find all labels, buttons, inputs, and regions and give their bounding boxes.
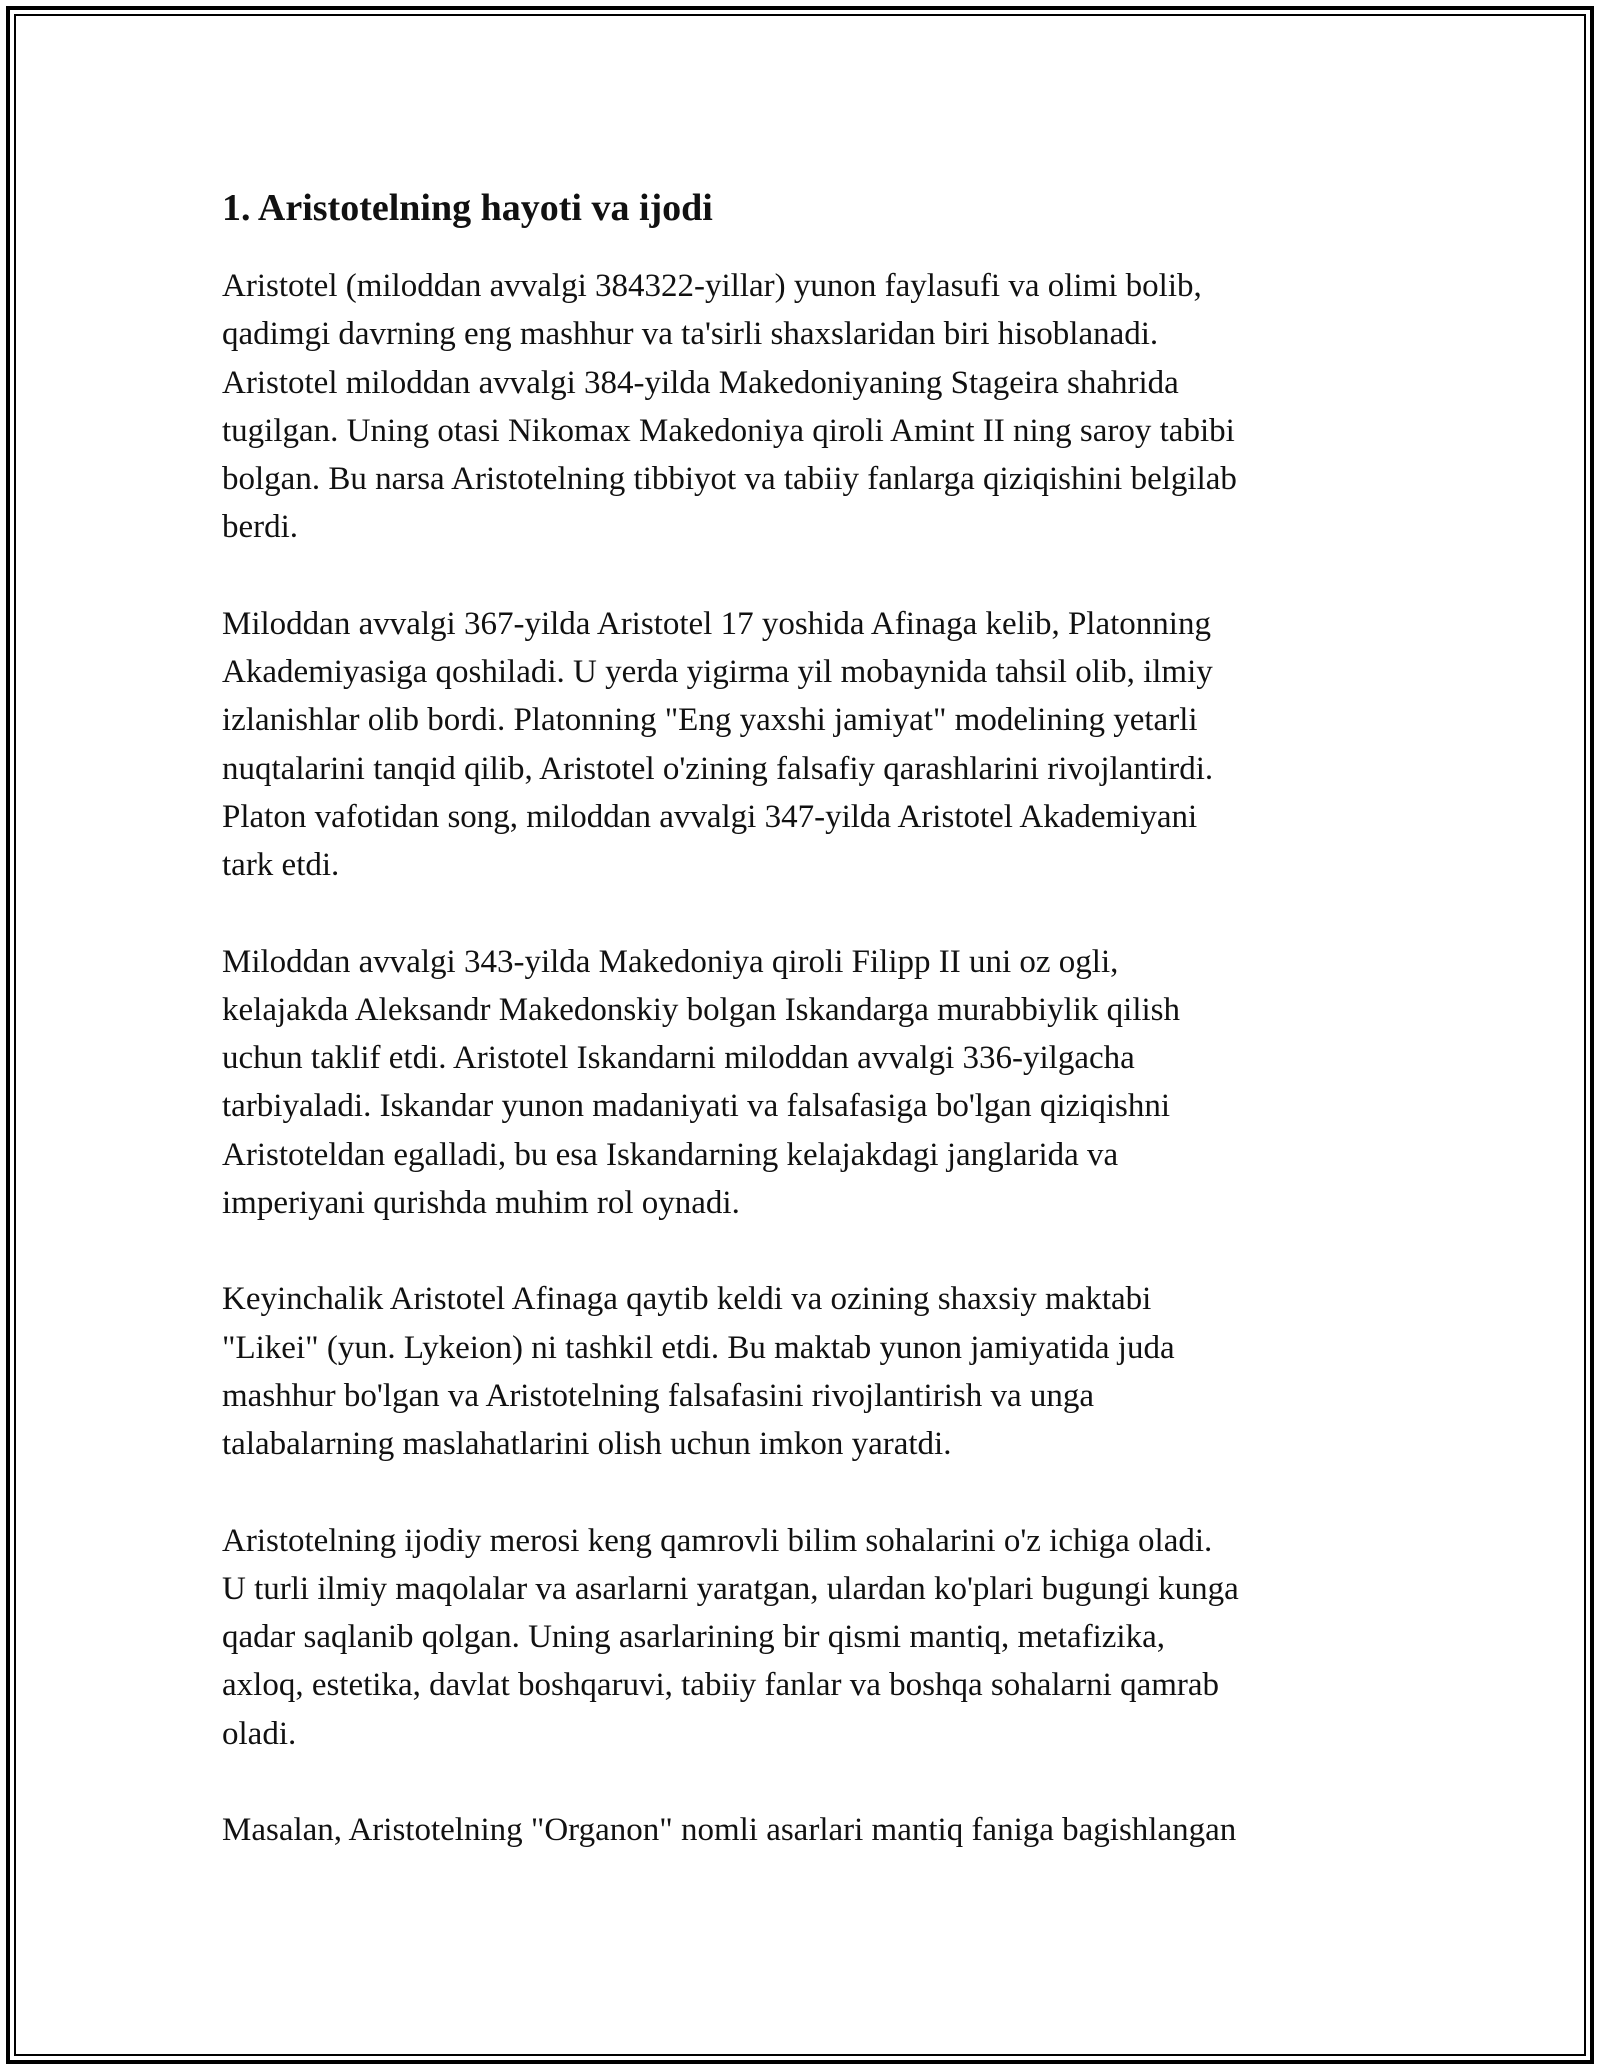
paragraph-6 (222, 1806, 1372, 1854)
text-line: talabalarning maslahatlarini olish uchun imkon yaratdi. (222, 1426, 952, 1463)
text-line: uchun taklif etdi. Aristotel Iskandarni miloddan avvalgi 336-yilgacha (222, 1040, 1135, 1077)
text-line: Akademiyasiga qoshiladi. U yerda yigirma yil mobaynida tahsil olib, ilmiy (222, 654, 1213, 691)
paragraph-3 (222, 938, 1372, 1228)
text-line: mashhur bo'lgan va Aristotelning falsafasini rivojlantirish va unga (222, 1377, 1095, 1414)
text-line: tarbiyaladi. Iskandar yunon madaniyati va falsafasiga bo'lgan qiziqishni (222, 1088, 1170, 1125)
document-body (222, 182, 1372, 1902)
text-line: Aristotel miloddan avvalgi 384-yilda Makedoniyaning Stageira shahrida (222, 364, 1179, 401)
text-line: Masalan, Aristotelning "Organon" nomli asarlari mantiq faniga bagishlangan (222, 1812, 1237, 1849)
text-line: oladi. (222, 1715, 297, 1752)
text-line: Aristotelning ijodiy merosi keng qamrovli bilim sohalarini o'z ichiga oladi. (222, 1522, 1213, 1559)
text-line: imperiyani qurishda muhim rol oynadi. (222, 1185, 740, 1222)
text-line: bolgan. Bu narsa Aristotelning tibbiyot va tabiiy fanlarga qiziqishini belgilab (222, 461, 1237, 498)
text-line: axloq, estetika, davlat boshqaruvi, tabiiy fanlar va boshqa sohalarni qamrab (222, 1667, 1220, 1704)
text-line: nuqtalarini tanqid qilib, Aristotel o'zining falsafiy qarashlarini rivojlantirdi. (222, 750, 1214, 787)
text-line: tark etdi. (222, 847, 340, 884)
text-line: qadar saqlanib qolgan. Uning asarlarining bir qismi mantiq, metafizika, (222, 1619, 1165, 1656)
text-line: Miloddan avvalgi 343-yilda Makedoniya qiroli Filipp II uni oz ogli, (222, 943, 1119, 980)
text-line: U turli ilmiy maqolalar va asarlarni yaratgan, ulardan ko'plari bugungi kunga (222, 1570, 1239, 1607)
text-line: "Likei" (yun. Lykeion) ni tashkil etdi. Bu maktab yunon jamiyatida juda (222, 1329, 1175, 1366)
text-line: berdi. (222, 509, 299, 546)
paragraph-2 (222, 600, 1372, 890)
text-line: tugilgan. Uning otasi Nikomax Makedoniya qiroli Amint II ning saroy tabibi (222, 412, 1235, 449)
section-title: 1. Aristotelning hayoti va ijodi (222, 187, 713, 229)
text-line: qadimgi davrning eng mashhur va ta'sirli shaxslaridan biri hisoblanadi. (222, 316, 1159, 353)
text-line: Miloddan avvalgi 367-yilda Aristotel 17 yoshida Afinaga kelib, Platonning (222, 605, 1211, 642)
text-line: izlanishlar olib bordi. Platonning "Eng yaxshi jamiyat" modelining yetarli (222, 702, 1198, 739)
paragraph-5 (222, 1517, 1372, 1758)
text-line: Aristotel (miloddan avvalgi 384322-yillar) yunon faylasufi va olimi bolib, (222, 268, 1202, 304)
paragraph-1 (222, 262, 1372, 552)
text-line: kelajakda Aleksandr Makedonskiy bolgan Iskandarga murabbiylik qilish (222, 991, 1181, 1028)
text-line: Platon vafotidan song, miloddan avvalgi 347-yilda Aristotel Akademiyani (222, 798, 1198, 835)
text-line: Aristoteldan egalladi, bu esa Iskandarning kelajakdagi janglarida va (222, 1136, 1119, 1173)
paragraph-4 (222, 1275, 1372, 1468)
text-line: Keyinchalik Aristotel Afinaga qaytib keldi va ozining shaxsiy maktabi (222, 1281, 1152, 1318)
